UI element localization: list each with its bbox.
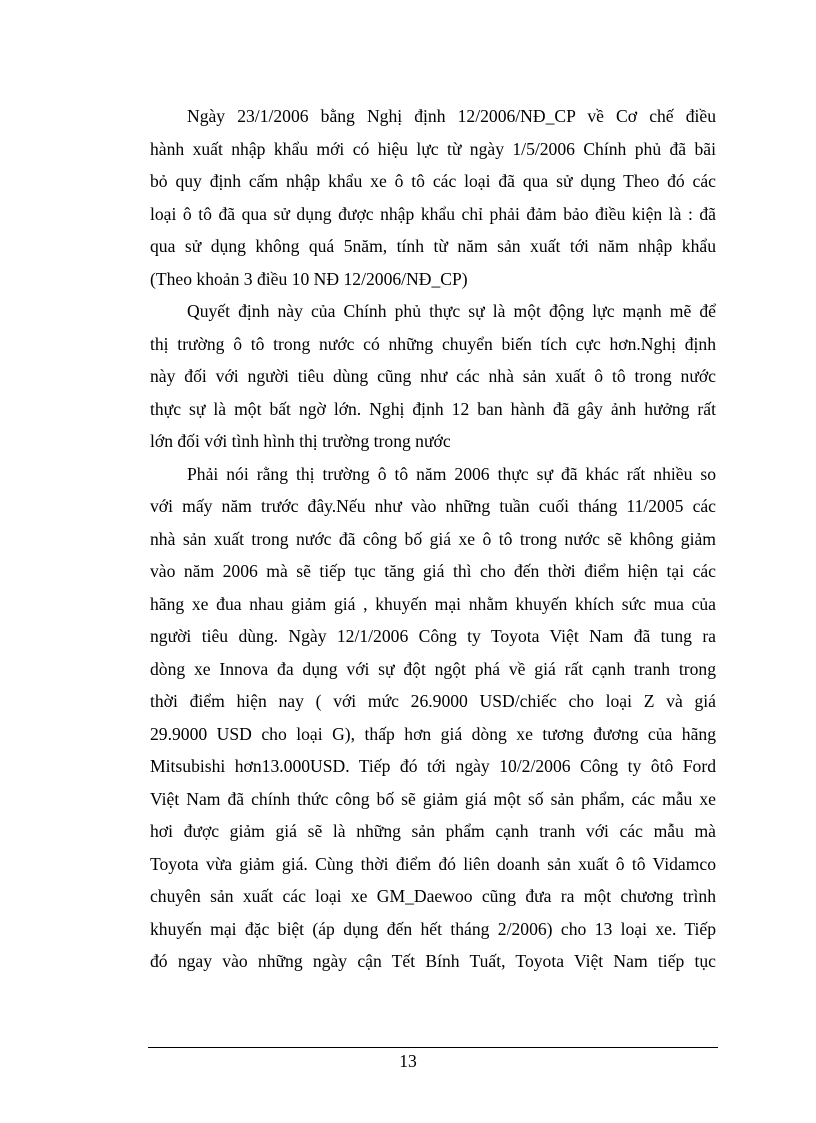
text-line: Phải nói rằng thị trường ô tô năm 2006 thực sự đã khác rất nhiều so — [187, 463, 716, 484]
text-line: thực sự là một bất ngờ lớn. Nghị định 12 ban hành đã gây ảnh hưởng rất — [150, 398, 716, 419]
text-line: Toyota vừa giảm giá. Cùng thời điểm đó liên doanh sản xuất ô tô Vidamco — [150, 853, 716, 874]
paragraph-3 — [150, 458, 716, 978]
text-line: Ngày 23/1/2006 bằng Nghị định 12/2006/NĐ_CP về Cơ chế điều — [187, 106, 716, 126]
text-line: bỏ quy định cấm nhập khẩu xe ô tô các loại đã qua sử dụng Theo đó các — [150, 171, 716, 191]
paragraph-1 — [150, 100, 716, 295]
text-line: qua sử dụng không quá 5năm, tính từ năm sản xuất tới năm nhập khẩu — [150, 236, 716, 256]
paragraph-2 — [150, 295, 716, 458]
text-line: người tiêu dùng. Ngày 12/1/2006 Công ty Toyota Việt Nam đã tung ra — [150, 626, 716, 646]
footer-divider — [148, 1047, 718, 1048]
text-line: hãng xe đua nhau giảm giá , khuyến mại nhằm khuyến khích sức mua của — [150, 593, 716, 614]
text-line: 29.9000 USD cho loại G), thấp hơn giá dòng xe tương đương của hãng — [150, 723, 716, 744]
text-line: với mấy năm trước đây.Nếu như vào những tuần cuối tháng 11/2005 các — [150, 496, 716, 516]
text-line: nhà sản xuất trong nước đã công bố giá xe ô tô trong nước sẽ không giảm — [150, 528, 716, 549]
text-line: Quyết định này của Chính phủ thực sự là một động lực mạnh mẽ để — [187, 301, 716, 321]
page-number: 13 — [399, 1051, 417, 1071]
text-line: thị trường ô tô trong nước có những chuyển biến tích cực hơn.Nghị định — [150, 333, 716, 354]
text-line: thời điểm hiện nay ( với mức 26.9000 USD/chiếc cho loại Z và giá — [150, 691, 716, 711]
text-line: chuyên sản xuất các loại xe GM_Daewoo cũng đưa ra một chương trình — [150, 886, 716, 906]
text-line: vào năm 2006 mà sẽ tiếp tục tăng giá thì cho đến thời điểm hiện tại các — [150, 561, 716, 581]
text-line: hơi được giảm giá sẽ là những sản phẩm cạnh tranh với các mẫu mà — [150, 821, 716, 841]
text-line: khuyến mại đặc biệt (áp dụng đến hết tháng 2/2006) cho 13 loại xe. Tiếp — [150, 918, 716, 939]
text-line: hành xuất nhập khẩu mới có hiệu lực từ ngày 1/5/2006 Chính phủ đã bãi — [150, 138, 716, 159]
text-line: loại ô tô đã qua sử dụng được nhập khẩu chỉ phải đảm bảo điều kiện là : đã — [150, 203, 716, 224]
text-line: (Theo khoản 3 điều 10 NĐ 12/2006/NĐ_CP) — [150, 268, 468, 289]
text-line: Mitsubishi hơn13.000USD. Tiếp đó tới ngày 10/2/2006 Công ty ôtô Ford — [150, 756, 716, 776]
text-line: này đối với người tiêu dùng cũng như các nhà sản xuất ô tô trong nước — [150, 366, 716, 386]
text-line: dòng xe Innova đa dụng với sự đột ngột phá về giá rất cạnh tranh trong — [150, 658, 716, 679]
text-line: lớn đối với tình hình thị trường trong nước — [150, 431, 451, 451]
body-text — [150, 100, 716, 978]
text-line: đó ngay vào những ngày cận Tết Bính Tuất, Toyota Việt Nam tiếp tục — [150, 951, 716, 971]
text-line: Việt Nam đã chính thức công bố sẽ giảm giá một số sản phẩm, các mẫu xe — [150, 788, 716, 809]
